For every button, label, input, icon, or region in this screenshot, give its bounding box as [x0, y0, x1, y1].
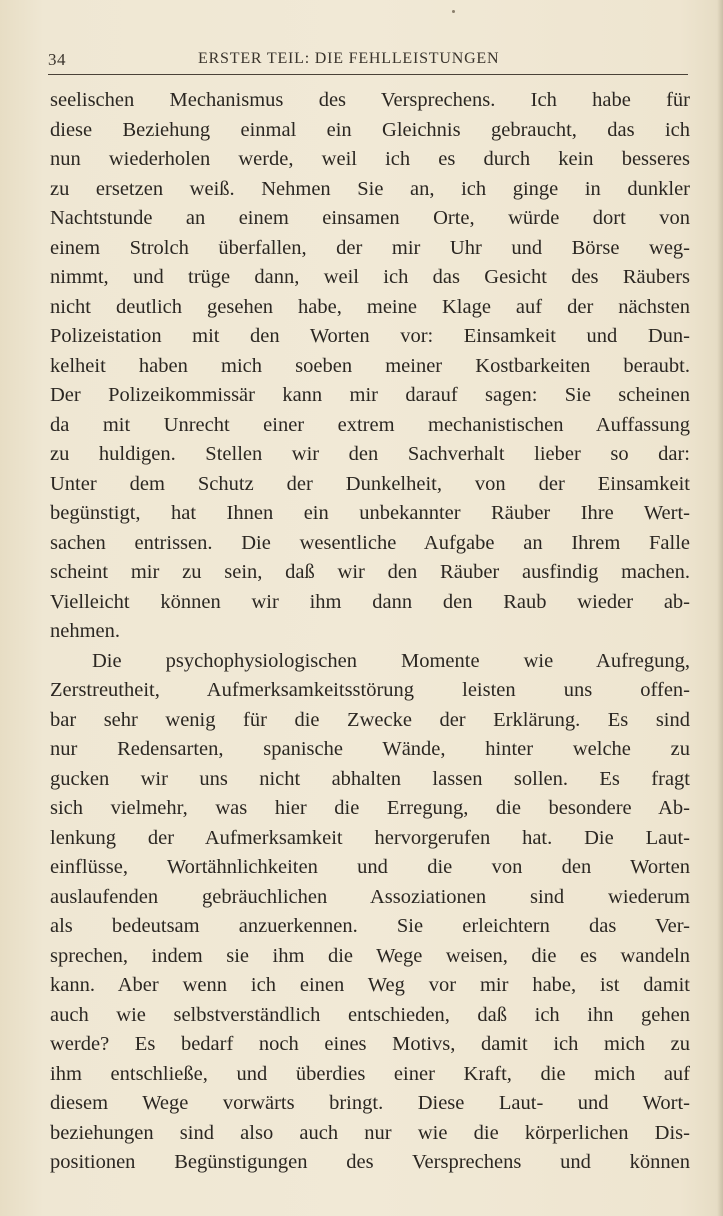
text-line: zu huldigen. Stellen wir den Sachverhalt lieber so dar:	[50, 443, 690, 465]
page-edge-shadow	[717, 0, 723, 1216]
text-line: diese Beziehung einmal ein Gleichnis gebraucht, das ich	[50, 118, 690, 141]
text-line: kann. Aber wenn ich einen Weg vor mir habe, ist damit	[50, 974, 690, 996]
text-line: seelischen Mechanismus des Versprechens. Ich habe für	[50, 89, 690, 111]
text-line: sachen entrissen. Die wesentliche Aufgabe an Ihrem Falle	[50, 531, 690, 554]
text-line: scheint mir zu sein, daß wir den Räuber ausfindig machen.	[50, 561, 690, 583]
text-line: kelheit haben mich soeben meiner Kostbarkeiten beraubt.	[50, 354, 690, 377]
text-line: lenkung der Aufmerksamkeit hervorgerufen hat. Die Laut-	[50, 826, 690, 849]
text-line: einem Strolch überfallen, der mir Uhr und Börse weg-	[50, 236, 690, 259]
text-line: Der Polizeikommissär kann mir darauf sagen: Sie scheinen	[50, 384, 690, 406]
page-header	[48, 50, 688, 74]
text-line: einflüsse, Wortähnlichkeiten und die von den Worten	[50, 856, 690, 878]
body-text	[50, 86, 690, 1178]
page-number: 34	[48, 50, 66, 69]
paper-speck	[452, 10, 455, 13]
text-line: sprechen, indem sie ihm die Wege weisen, die es wandeln	[50, 944, 690, 967]
text-line: sich vielmehr, was hier die Erregung, die besondere Ab-	[50, 797, 690, 819]
text-line: nicht deutlich gesehen habe, meine Klage auf der nächsten	[50, 295, 690, 318]
text-line: positionen Begünstigungen des Versprechens und können	[50, 1151, 690, 1173]
text-line: nun wiederholen werde, weil ich es durch kein besseres	[50, 148, 690, 170]
text-line: gucken wir uns nicht abhalten lassen sollen. Es fragt	[50, 767, 690, 790]
text-line: auch wie selbstverständlich entschieden, daß ich ihn gehen	[50, 1003, 690, 1026]
text-line: nehmen.	[50, 620, 121, 642]
text-line: werde? Es bedarf noch eines Motivs, damit ich mich zu	[50, 1033, 690, 1055]
text-line: Zerstreutheit, Aufmerksamkeitsstörung leisten uns offen-	[50, 679, 690, 701]
text-line: Vielleicht können wir ihm dann den Raub wieder ab-	[50, 590, 690, 613]
text-line: Die psychophysiologischen Momente wie Aufregung,	[92, 649, 690, 672]
text-line: als bedeutsam anzuerkennen. Sie erleichtern das Ver-	[50, 915, 690, 937]
text-line: ihm entschließe, und überdies einer Kraft, die mich auf	[50, 1062, 690, 1085]
header-rule	[48, 74, 688, 75]
text-line: nimmt, und trüge dann, weil ich das Gesicht des Räubers	[50, 266, 690, 288]
text-line: diesem Wege vorwärts bringt. Diese Laut- und Wort-	[50, 1092, 690, 1114]
text-line: auslaufenden gebräuchlichen Assoziationen sind wiederum	[50, 885, 690, 908]
text-line: Unter dem Schutz der Dunkelheit, von der Einsamkeit	[50, 472, 690, 495]
text-line: da mit Unrecht einer extrem mechanistischen Auffassung	[50, 413, 690, 436]
text-line: begünstigt, hat Ihnen ein unbekannter Räuber Ihre Wert-	[50, 502, 690, 524]
text-line: beziehungen sind also auch nur wie die körperlichen Dis-	[50, 1121, 690, 1144]
text-line: nur Redensarten, spanische Wände, hinter welche zu	[50, 738, 690, 760]
text-line: Polizeistation mit den Worten vor: Einsamkeit und Dun-	[50, 325, 690, 347]
text-line: Nachtstunde an einem einsamen Orte, würde dort von	[50, 207, 690, 229]
text-line: bar sehr wenig für die Zwecke der Erklärung. Es sind	[50, 708, 690, 731]
text-line: zu ersetzen weiß. Nehmen Sie an, ich ginge in dunkler	[50, 177, 690, 200]
running-head: ERSTER TEIL: DIE FEHLLEISTUNGEN	[198, 50, 500, 67]
